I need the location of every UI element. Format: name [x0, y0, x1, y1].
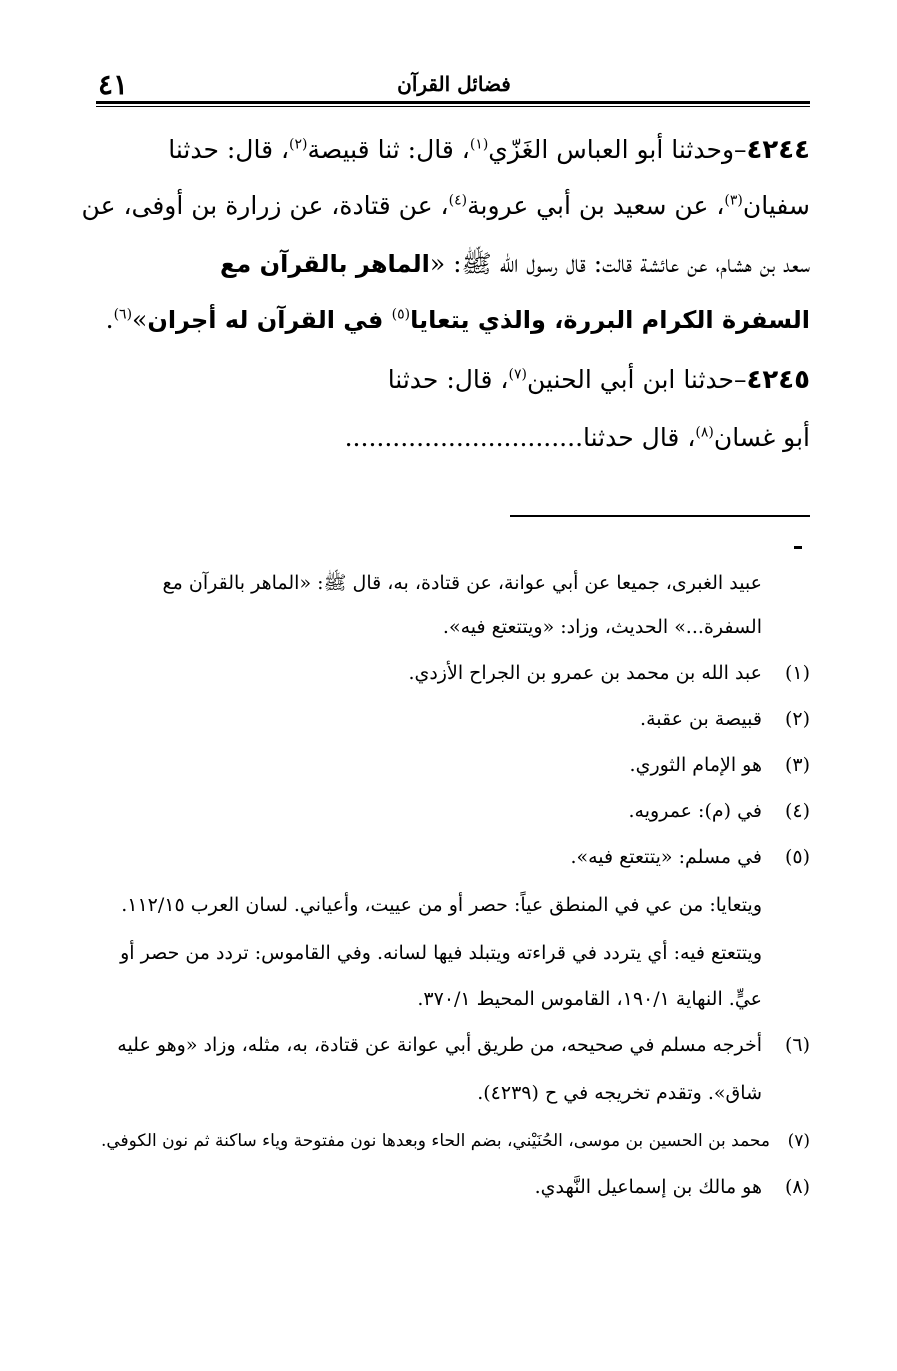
footnote-continuation-line-2: السفرة...» الحديث، وزاد: «ويتتعتع فيه». — [442, 616, 762, 638]
text-segment: أبو غسان — [713, 423, 810, 452]
hadith-number: ٤٢٤٥ — [746, 365, 810, 395]
running-title: فضائل القرآن — [397, 72, 511, 96]
hadith-4244-line-3 — [98, 244, 810, 284]
hadith-4245-line-1 — [98, 360, 810, 400]
continuation-mark — [794, 546, 802, 549]
hadith-4245-line-2 — [98, 418, 810, 458]
footnote-5-line-3: ويتتعتع فيه: أي يتردد في قراءته ويتبلد فيها لسانه. وفي القاموس: تردد من حصر أو — [120, 942, 762, 964]
footnote-number: (٣) — [784, 754, 810, 776]
footnote-number: (٤) — [784, 800, 810, 822]
hadith-matn: الماهر بالقرآن مع — [220, 250, 430, 278]
footnote-number: (٨) — [784, 1176, 810, 1198]
footnote-4 — [98, 796, 810, 826]
text-segment: ، قال: حدثنا — [387, 365, 509, 394]
footnote-continuation-line-1: عبيد الغبرى، جميعا عن أبي عوانة، عن قتادة، به، قال ﷺ: «الماهر بالقرآن مع — [162, 572, 762, 594]
text-segment: سعد بن هشام، عن عائشة قالت: قال رسول الله ﷺ: « — [429, 249, 810, 278]
footnote-7 — [98, 1126, 810, 1156]
text-segment: –حدثنا ابن أبي الحنين — [526, 365, 747, 394]
footnote-ref[interactable]: (٨) — [695, 424, 714, 441]
footnote-5 — [98, 842, 810, 872]
text-segment: ، قال: ثنا قبيصة — [307, 135, 470, 164]
footnote-3 — [98, 750, 810, 780]
footnote-6-line-2: شاق». وتقدم تخريجه في ح (٤٢٣٩). — [477, 1082, 762, 1104]
text-segment: سفيان — [742, 191, 810, 220]
footnote-text: محمد بن الحسين بن موسى، الحُنَيْني، بضم الحاء وبعدها نون مفتوحة وياء ساكنة ثم نون الكوفي. — [100, 1131, 770, 1151]
footnote-text: هو مالك بن إسماعيل النَّهدي. — [534, 1176, 762, 1198]
footnote-text: عبد الله بن محمد بن عمرو بن الجراح الأزدي. — [408, 662, 762, 684]
hadith-4244-line-1: ٤٢٤٤–وحدثنا أبو العباس الغَزّي$^{(١)}$، قال: ثنا قبيصة$^{(٢)}$، قال: حدثنا — [168, 135, 810, 165]
header-rule-thick — [96, 101, 810, 104]
footnote-ref[interactable]: (٧) — [508, 366, 527, 383]
footnote-ref[interactable]: (٤) — [448, 192, 468, 209]
footnote-number: (٦) — [784, 1034, 810, 1056]
footnote-ref[interactable]: (٣) — [724, 192, 743, 209]
hadith-4244-line-2 — [81, 186, 810, 226]
footnote-ref[interactable]: (٦) — [113, 306, 133, 323]
footnote-ref[interactable]: (٢) — [289, 136, 308, 153]
footnote-ref[interactable]: (١) — [469, 136, 489, 153]
hadith-4244-line-4 — [98, 300, 810, 340]
hadith-matn: السفرة الكرام البررة، والذي يتعايا — [410, 306, 810, 334]
footnote-1 — [98, 658, 810, 688]
footnote-separator — [510, 515, 810, 517]
footnote-2 — [98, 704, 810, 734]
footnote-number: (٢) — [784, 708, 810, 730]
hadith-number: ٤٢٤٤ — [746, 135, 810, 165]
footnote-text: في مسلم: «يتتعتع فيه». — [570, 846, 762, 868]
footnote-5-line-2: ويتعايا: من عي في المنطق عياً: حصر أو من عييت، وأعياني. لسان العرب ١١٢/١٥. — [121, 894, 762, 916]
footnote-8 — [98, 1172, 810, 1202]
text-segment: » — [132, 305, 148, 334]
footnote-5-line-4: عيٍّ. النهاية ١٩٠/١، القاموس المحيط ٣٧٠/١. — [417, 988, 762, 1010]
footnote-text: في (م): عمرويه. — [628, 800, 762, 822]
text-segment: ، عن سعيد بن أبي عروبة — [467, 191, 725, 220]
footnote-text: أخرجه مسلم في صحيحه، من طريق أبي عوانة عن قتادة، به، مثله، وزاد «وهو عليه — [117, 1034, 762, 1056]
running-header — [98, 70, 810, 102]
text-segment: ، قال: حدثنا — [168, 135, 290, 164]
header-rule-thin — [96, 106, 810, 107]
text-segment: ، قال حدثنا.............................. — [344, 423, 696, 452]
text-segment: . — [105, 305, 114, 334]
footnote-ref[interactable]: (٥) — [391, 306, 411, 323]
footnote-text: قبيصة بن عقبة. — [640, 708, 762, 730]
hadith-matn: في القرآن له أجران — [147, 306, 392, 334]
footnote-number: (٥) — [784, 846, 810, 868]
text-segment: ، عن قتادة، عن زرارة بن أوفى، عن — [81, 191, 449, 220]
footnote-number: (٧) — [787, 1131, 810, 1151]
footnote-6 — [98, 1030, 810, 1060]
footnote-text: هو الإمام الثوري. — [629, 754, 762, 776]
page-number: ٤١ — [98, 68, 129, 101]
footnote-number: (١) — [784, 662, 810, 684]
text-segment: وحدثنا أبو العباس الغَزّي — [488, 135, 735, 164]
